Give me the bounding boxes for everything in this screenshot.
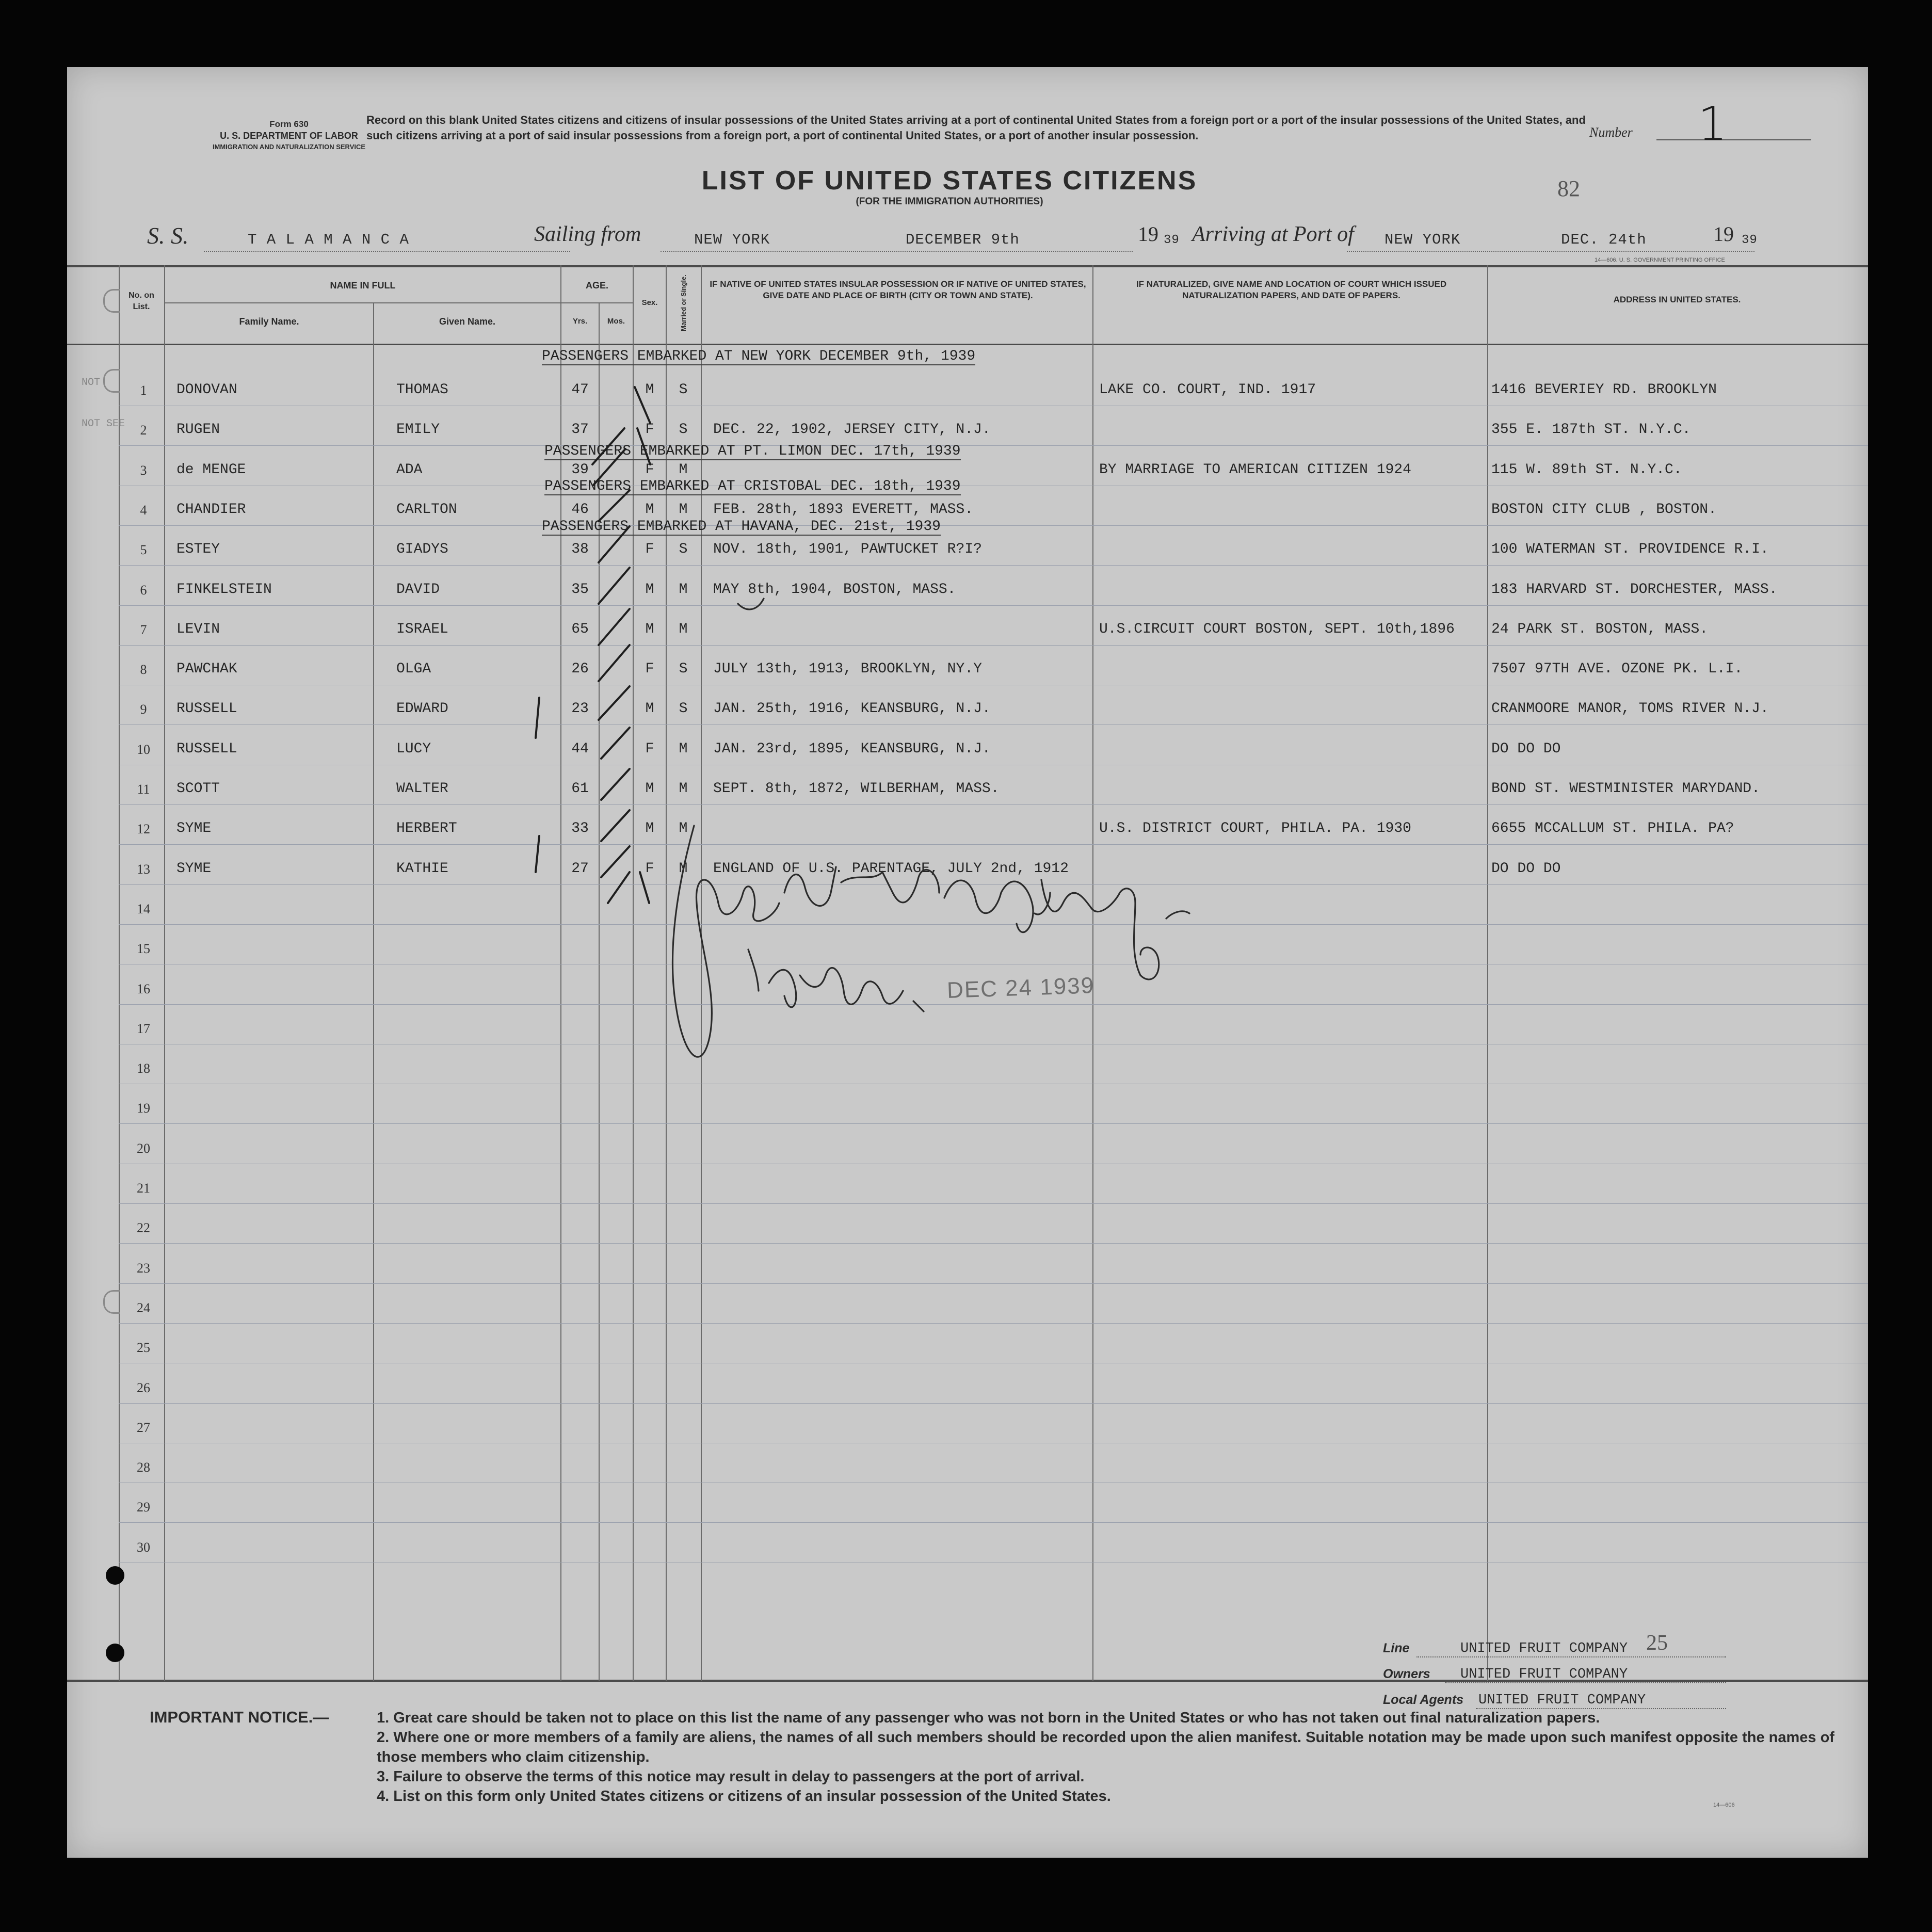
cell-address: 115 W. 89th ST. N.Y.C. — [1491, 461, 1682, 478]
cell-birth: NOV. 18th, 1901, PAWTUCKET R?I? — [713, 541, 982, 558]
cell-sex: F — [645, 661, 654, 678]
cell-birth: SEPT. 8th, 1872, WILBERHAM, MASS. — [713, 781, 1000, 797]
cell-family: LEVIN — [176, 621, 220, 637]
col-header-given: Given Name. — [439, 316, 496, 327]
page-title: LIST OF UNITED STATES CITIZENS — [701, 166, 1198, 196]
cell-sex: M — [645, 781, 654, 797]
pen-marks — [67, 67, 1868, 1858]
line-rule — [1416, 1656, 1726, 1657]
section-pt-limon: PASSENGERS EMBARKED AT PT. LIMON DEC. 17th, 1939 — [544, 443, 961, 459]
cell-sex: F — [645, 860, 654, 877]
cell-yrs: 44 — [571, 740, 589, 757]
cell-ms: S — [679, 382, 688, 398]
cell-family: FINKELSTEIN — [176, 581, 272, 598]
cell-ms: M — [679, 581, 688, 598]
cell-birth: JAN. 25th, 1916, KEANSBURG, N.J. — [713, 701, 991, 717]
notice-item-2: 2. Where one or more members of a family are aliens, the names of all such members should be recorded upon the alien manifest. Suitable notation may be made upon such manifest opposite the names of those members who claim citizenship. — [377, 1729, 1834, 1765]
cell-yrs: 61 — [571, 781, 589, 797]
service-name: IMMIGRATION AND NATURALIZATION SERVICE — [212, 143, 366, 151]
cell-address: 183 HARVARD ST. DORCHESTER, MASS. — [1491, 581, 1778, 598]
section-cristobal: PASSENGERS EMBARKED AT CRISTOBAL DEC. 18th, 1939 — [544, 478, 961, 494]
cell-sex: F — [645, 461, 654, 478]
row-number: 29 — [137, 1500, 150, 1515]
col-header-naturalized: IF NATURALIZED, GIVE NAME AND LOCATION OF COURT WHICH ISSUED NATURALIZATION PAPERS, AND DATE OF PAPERS. — [1136, 279, 1447, 300]
list-number: 1 — [1698, 97, 1728, 151]
row-number: 11 — [137, 782, 150, 797]
row-number: 10 — [137, 742, 150, 757]
row-number: 7 — [140, 622, 147, 637]
notice-item-4: 4. List on this form only United States citizens or citizens of an insular possession of the United States. — [377, 1788, 1111, 1805]
cell-family: SYME — [176, 860, 212, 877]
department-name: U. S. DEPARTMENT OF LABOR — [220, 131, 358, 141]
row-number: 20 — [137, 1140, 150, 1156]
cell-sex: M — [645, 701, 654, 717]
cell-family: SYME — [176, 820, 212, 837]
sailing-year-prefix: 19 — [1138, 222, 1158, 246]
cell-sex: M — [645, 820, 654, 837]
row-number: 15 — [137, 941, 150, 957]
cell-given: GIADYS — [396, 541, 448, 558]
row-number: 6 — [140, 582, 147, 598]
row-number: 28 — [137, 1460, 150, 1475]
col-header-address: ADDRESS IN UNITED STATES. — [1613, 295, 1741, 304]
cell-given: WALTER — [396, 781, 448, 797]
agents-value: UNITED FRUIT COMPANY — [1478, 1693, 1646, 1708]
col-header-family: Family Name. — [239, 316, 299, 327]
cell-ms: M — [679, 740, 688, 757]
cell-address: BOND ST. WESTMINISTER MARYDAND. — [1491, 781, 1760, 797]
cell-yrs: 27 — [571, 860, 589, 877]
cell-address: 1416 BEVERIEY RD. BROOKLYN — [1491, 382, 1717, 398]
cell-yrs: 37 — [571, 422, 589, 438]
punch-hole — [106, 1566, 124, 1585]
cell-court: LAKE CO. COURT, IND. 1917 — [1099, 382, 1316, 398]
arrival-port: NEW YORK — [1384, 231, 1461, 248]
cell-ms: M — [679, 860, 688, 877]
cell-family: RUSSELL — [176, 701, 237, 717]
ss-label: S. S. — [147, 222, 189, 249]
cell-yrs: 47 — [571, 382, 589, 398]
cell-address: 24 PARK ST. BOSTON, MASS. — [1491, 621, 1709, 637]
cell-address: 355 E. 187th ST. N.Y.C. — [1491, 422, 1691, 438]
row-number: 3 — [140, 462, 147, 478]
row-number: 12 — [137, 822, 150, 837]
col-header-sex: Sex. — [641, 298, 658, 307]
cell-family: DONOVAN — [176, 382, 237, 398]
row-number: 17 — [137, 1021, 150, 1036]
row-number: 9 — [140, 702, 147, 717]
row-number: 4 — [140, 502, 147, 518]
owners-value: UNITED FRUIT COMPANY — [1460, 1667, 1628, 1682]
punch-hole — [106, 1644, 124, 1662]
cell-yrs: 35 — [571, 581, 589, 598]
row-number: 19 — [137, 1101, 150, 1116]
sailing-port: NEW YORK — [694, 231, 770, 248]
margin-note: NOT — [82, 377, 101, 389]
binding-ring — [103, 1290, 120, 1314]
margin-note: NOT SEE — [82, 418, 125, 430]
cell-birth: MAY 8th, 1904, BOSTON, MASS. — [713, 581, 956, 598]
cell-address: BOSTON CITY CLUB , BOSTON. — [1491, 501, 1717, 518]
section-havana: PASSENGERS EMBARKED AT HAVANA, DEC. 21st, 1939 — [542, 519, 941, 535]
cell-given: EDWARD — [396, 701, 448, 717]
cell-yrs: 33 — [571, 820, 589, 837]
notice-item-3: 3. Failure to observe the terms of this notice may result in delay to passengers at the port of arrival. — [377, 1768, 1085, 1785]
cell-sex: M — [645, 382, 654, 398]
cell-court: U.S.CIRCUIT COURT BOSTON, SEPT. 10th,1896 — [1099, 621, 1455, 637]
cell-court: BY MARRIAGE TO AMERICAN CITIZEN 1924 — [1099, 461, 1411, 478]
col-header-birth: IF NATIVE OF UNITED STATES INSULAR POSSESSION OR IF NATIVE OF UNITED STATES, GIVE DATE AND PLACE OF BIRTH (CITY OR TOWN AND STATE). — [710, 279, 1086, 300]
section-new-york: PASSENGERS EMBARKED AT NEW YORK DECEMBER 9th, 1939 — [542, 348, 976, 364]
gov-printing-note: 14—606. U. S. GOVERNMENT PRINTING OFFICE — [1595, 257, 1725, 263]
cell-address: 7507 97TH AVE. OZONE PK. L.I. — [1491, 661, 1743, 678]
row-number: 25 — [137, 1340, 150, 1356]
ship-name: T A L A M A N C A — [248, 231, 409, 248]
row-number: 22 — [137, 1220, 150, 1236]
arrival-year-prefix: 19 — [1713, 222, 1734, 246]
col-header-mos: Mos. — [607, 317, 625, 326]
cell-sex: M — [645, 581, 654, 598]
row-number: 23 — [137, 1260, 150, 1276]
cell-ms: M — [679, 501, 688, 518]
agents-label: Local Agents — [1383, 1693, 1464, 1707]
record-instructions: Record on this blank United States citizens and citizens of insular possessions of the United States arriving at a port of continental United States from a foreign port or a port of the insular possessions of the United States, and such citizens arriving at a port of said insular possessions from a foreign port, a port of continental United States, or a port of another insular possession. — [366, 114, 1586, 142]
cell-ms: S — [679, 701, 688, 717]
cell-ms: M — [679, 621, 688, 637]
cell-ms: M — [679, 781, 688, 797]
arrival-date: DEC. 24th — [1561, 231, 1647, 248]
binding-ring — [103, 369, 120, 393]
cell-ms: S — [679, 661, 688, 678]
cell-family: de MENGE — [176, 461, 246, 478]
number-label: Number — [1589, 125, 1633, 140]
line-value: UNITED FRUIT COMPANY — [1460, 1641, 1628, 1656]
print-code: 14—606 — [1713, 1802, 1735, 1808]
cell-address: 6655 MCCALLUM ST. PHILA. PA? — [1491, 820, 1734, 837]
cell-family: CHANDIER — [176, 501, 246, 518]
cell-ms: M — [679, 820, 688, 837]
col-header-married: Married or Single. — [680, 275, 687, 331]
cell-given: LUCY — [396, 740, 431, 757]
manifest-sheet — [67, 67, 1868, 1858]
cell-given: CARLTON — [396, 501, 457, 518]
form-number: Form 630 — [269, 119, 309, 129]
cell-given: HERBERT — [396, 820, 457, 837]
row-number: 2 — [140, 423, 147, 438]
cell-yrs: 39 — [571, 461, 589, 478]
cell-family: PAWCHAK — [176, 661, 237, 678]
bottom-number: 25 — [1646, 1631, 1668, 1655]
cell-sex: M — [645, 501, 654, 518]
cell-birth: FEB. 28th, 1893 EVERETT, MASS. — [713, 501, 974, 518]
cell-family: RUSSELL — [176, 740, 237, 757]
sheet-number: 82 — [1557, 176, 1580, 201]
sailing-year: 39 — [1164, 233, 1180, 247]
cell-given: OLGA — [396, 661, 431, 678]
arrival-year: 39 — [1742, 233, 1758, 247]
binding-ring — [103, 289, 120, 313]
cell-family: ESTEY — [176, 541, 220, 558]
col-header-no: No. on List. — [128, 291, 154, 311]
row-number: 26 — [137, 1380, 150, 1395]
row-number: 14 — [137, 901, 150, 916]
cell-sex: M — [645, 621, 654, 637]
page-subtitle: (FOR THE IMMIGRATION AUTHORITIES) — [856, 196, 1043, 207]
notice-item-1: 1. Great care should be taken not to place on this list the name of any passenger who was not born in the United States or who has not taken out final naturalization papers. — [377, 1710, 1600, 1726]
cell-birth: DEC. 22, 1902, JERSEY CITY, N.J. — [713, 422, 991, 438]
cell-family: RUGEN — [176, 422, 220, 438]
owners-rule — [1445, 1682, 1726, 1683]
row-number: 13 — [137, 861, 150, 877]
cell-birth: JULY 13th, 1913, BROOKLYN, NY.Y — [713, 661, 982, 678]
col-header-yrs: Yrs. — [572, 317, 588, 326]
cell-yrs: 65 — [571, 621, 589, 637]
cell-ms: S — [679, 541, 688, 558]
col-header-age: AGE. — [585, 280, 608, 291]
cell-address: CRANMOORE MANOR, TOMS RIVER N.J. — [1491, 701, 1769, 717]
cell-yrs: 23 — [571, 701, 589, 717]
row-number: 1 — [140, 383, 147, 398]
cell-address: DO DO DO — [1491, 860, 1561, 877]
cell-court: U.S. DISTRICT COURT, PHILA. PA. 1930 — [1099, 820, 1411, 837]
cell-given: THOMAS — [396, 382, 448, 398]
cell-ms: S — [679, 422, 688, 438]
cell-address: 100 WATERMAN ST. PROVIDENCE R.I. — [1491, 541, 1769, 558]
sailing-label: Sailing from — [534, 222, 641, 246]
arriving-label: Arriving at Port of — [1192, 222, 1354, 246]
cell-sex: F — [645, 740, 654, 757]
row-number: 5 — [140, 542, 147, 558]
cell-yrs: 38 — [571, 541, 589, 558]
cell-given: ISRAEL — [396, 621, 448, 637]
cell-family: SCOTT — [176, 781, 220, 797]
row-number: 18 — [137, 1061, 150, 1076]
sailing-date: DECEMBER 9th — [906, 231, 1020, 248]
notice-heading: IMPORTANT NOTICE.— — [150, 1708, 329, 1726]
cell-birth: JAN. 23rd, 1895, KEANSBURG, N.J. — [713, 740, 991, 757]
cell-birth: ENGLAND OF U.S. PARENTAGE, JULY 2nd, 1912 — [713, 860, 1069, 877]
col-header-name: NAME IN FULL — [330, 280, 396, 291]
cell-given: EMILY — [396, 422, 440, 438]
line-label: Line — [1383, 1641, 1410, 1655]
cell-given: DAVID — [396, 581, 440, 598]
row-number: 24 — [137, 1300, 150, 1315]
cell-sex: F — [645, 541, 654, 558]
cell-yrs: 46 — [571, 501, 589, 518]
cell-yrs: 26 — [571, 661, 589, 678]
row-number: 27 — [137, 1420, 150, 1435]
cell-given: ADA — [396, 461, 423, 478]
date-stamp: DEC 24 1939 — [946, 973, 1095, 1003]
row-number: 8 — [140, 662, 147, 678]
cell-ms: M — [679, 461, 688, 478]
row-number: 21 — [137, 1181, 150, 1196]
owners-label: Owners — [1383, 1667, 1430, 1681]
row-number: 16 — [137, 981, 150, 996]
cell-given: KATHIE — [396, 860, 448, 877]
cell-address: DO DO DO — [1491, 740, 1561, 757]
row-number: 30 — [137, 1539, 150, 1555]
cell-sex: F — [645, 422, 654, 438]
